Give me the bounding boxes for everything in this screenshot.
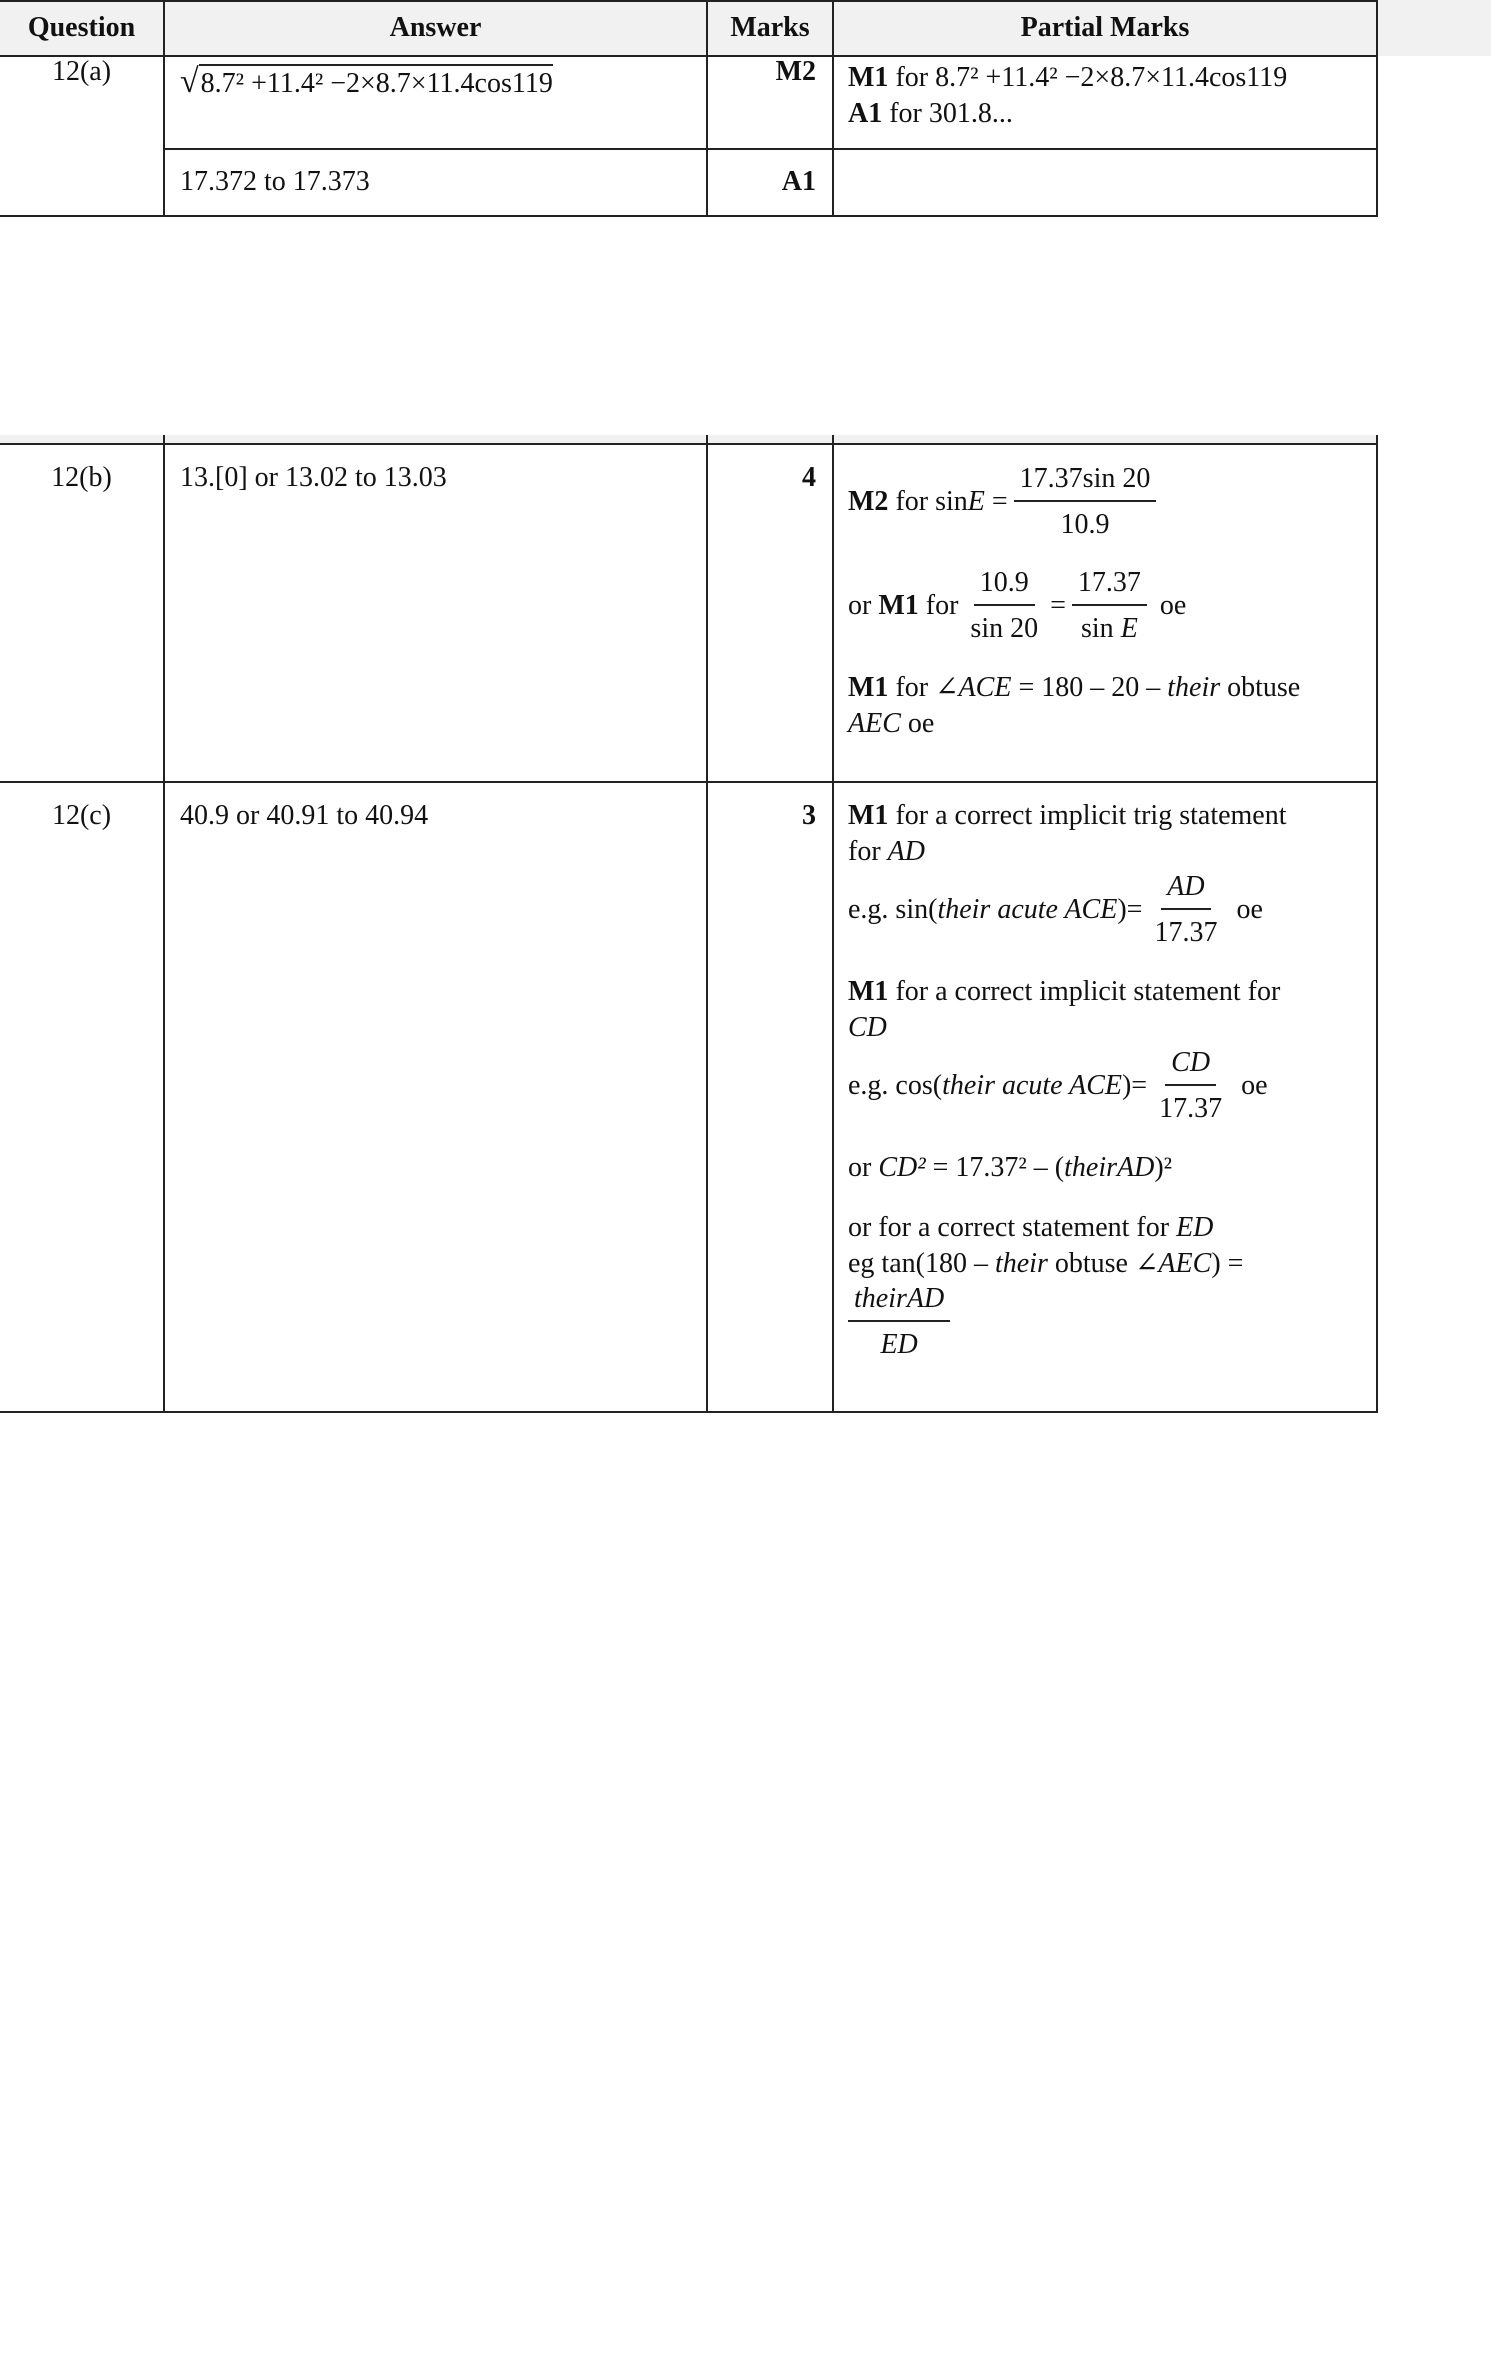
header-partial-marks: Partial Marks: [1020, 12, 1190, 43]
answer-12b: 13.[0] or 13.02 to 13.03: [180, 462, 447, 493]
header-marks: Marks: [730, 12, 810, 43]
rule: [832, 435, 834, 1413]
question-12c: 12(c): [51, 800, 112, 831]
partial-12c: M1 for a correct implicit trig statement for AD e.g. sin( their acute ACE )= $\frac{AD}{17.37}$ oe M1 for a correct implicit statement for CD e.g. cos( their acute ACE )= $\frac{CD}{17.37}$ oe or CD² = 17.37² – (theirAD)² or for a correct statement for ED eg tan(180 – their obtuse ∠AEC) = $\frac{\text{theirAD}}{ED}$: [848, 798, 1368, 1362]
marks-12a-result: A1: [781, 166, 816, 197]
rule: [0, 781, 1378, 783]
answer-12a-result: 17.372 to 17.373: [180, 166, 370, 197]
rule: [706, 435, 708, 1413]
eg-tan-line: eg tan(180 – their obtuse ∠AEC) =: [848, 1248, 1244, 1279]
eg-sin-line: e.g. sin( their acute ACE )= $\frac{AD}{17.37}$ oe: [848, 871, 1263, 948]
marks-12a: M2: [775, 56, 816, 87]
sqrt-expression: √8.7² +11.4² −2×8.7×11.4cos119: [180, 63, 553, 100]
rule: [163, 148, 1378, 150]
answer-12c: 40.9 or 40.91 to 40.94: [180, 800, 429, 831]
header-answer: Answer: [389, 12, 482, 43]
marks-12c: 3: [802, 800, 816, 831]
partial-12b: [848, 462, 1368, 742]
fraction: $\frac{10.9}{\sin 20}$: [970, 567, 1039, 644]
m2-sin-e-line: M2 for sin E = $\frac{17.37\sin 20}{10.9}$: [848, 462, 1368, 542]
eg-cos-line: e.g. cos( their acute ACE )= $\frac{CD}{17.37}$ oe: [848, 1047, 1268, 1124]
rule: [0, 215, 1378, 217]
marks-12b: 4: [802, 462, 816, 493]
rule: [1376, 435, 1378, 1413]
answer-12a-expression: [180, 64, 553, 102]
rule: [0, 443, 1378, 445]
fraction: $\frac{17.37\sin 20}{10.9}$: [1014, 462, 1157, 542]
m1-sine-rule-line: or M1 for $\frac{10.9}{\sin 20}$ = $\frac{17.37}{\text{sin E}}$ oe: [848, 567, 1187, 644]
question-12a: 12(a): [51, 56, 112, 87]
rule: [0, 1411, 1378, 1413]
partial-12a: M1 for 8.7² +11.4² −2×8.7×11.4cos119 A1 for 301.8...: [848, 62, 1288, 129]
question-12b: 12(b): [51, 462, 112, 493]
rule: [0, 55, 1378, 57]
header-question: Question: [27, 12, 136, 43]
m1-angle-line: M1 for ∠ACE = 180 – 20 – their obtuse AEC oe: [848, 672, 1301, 739]
fraction: $\frac{CD}{17.37}$: [1159, 1047, 1223, 1124]
fraction: $\frac{17.37}{\text{sin E}}$: [1072, 566, 1147, 646]
or-cd-line: or CD² = 17.37² – (theirAD)²: [848, 1152, 1173, 1183]
rule: [1376, 0, 1378, 217]
rule: [163, 435, 165, 1413]
fraction: $\frac{AD}{17.37}$: [1154, 871, 1218, 948]
fraction: $\frac{\text{theirAD}}{ED}$: [848, 1282, 950, 1362]
